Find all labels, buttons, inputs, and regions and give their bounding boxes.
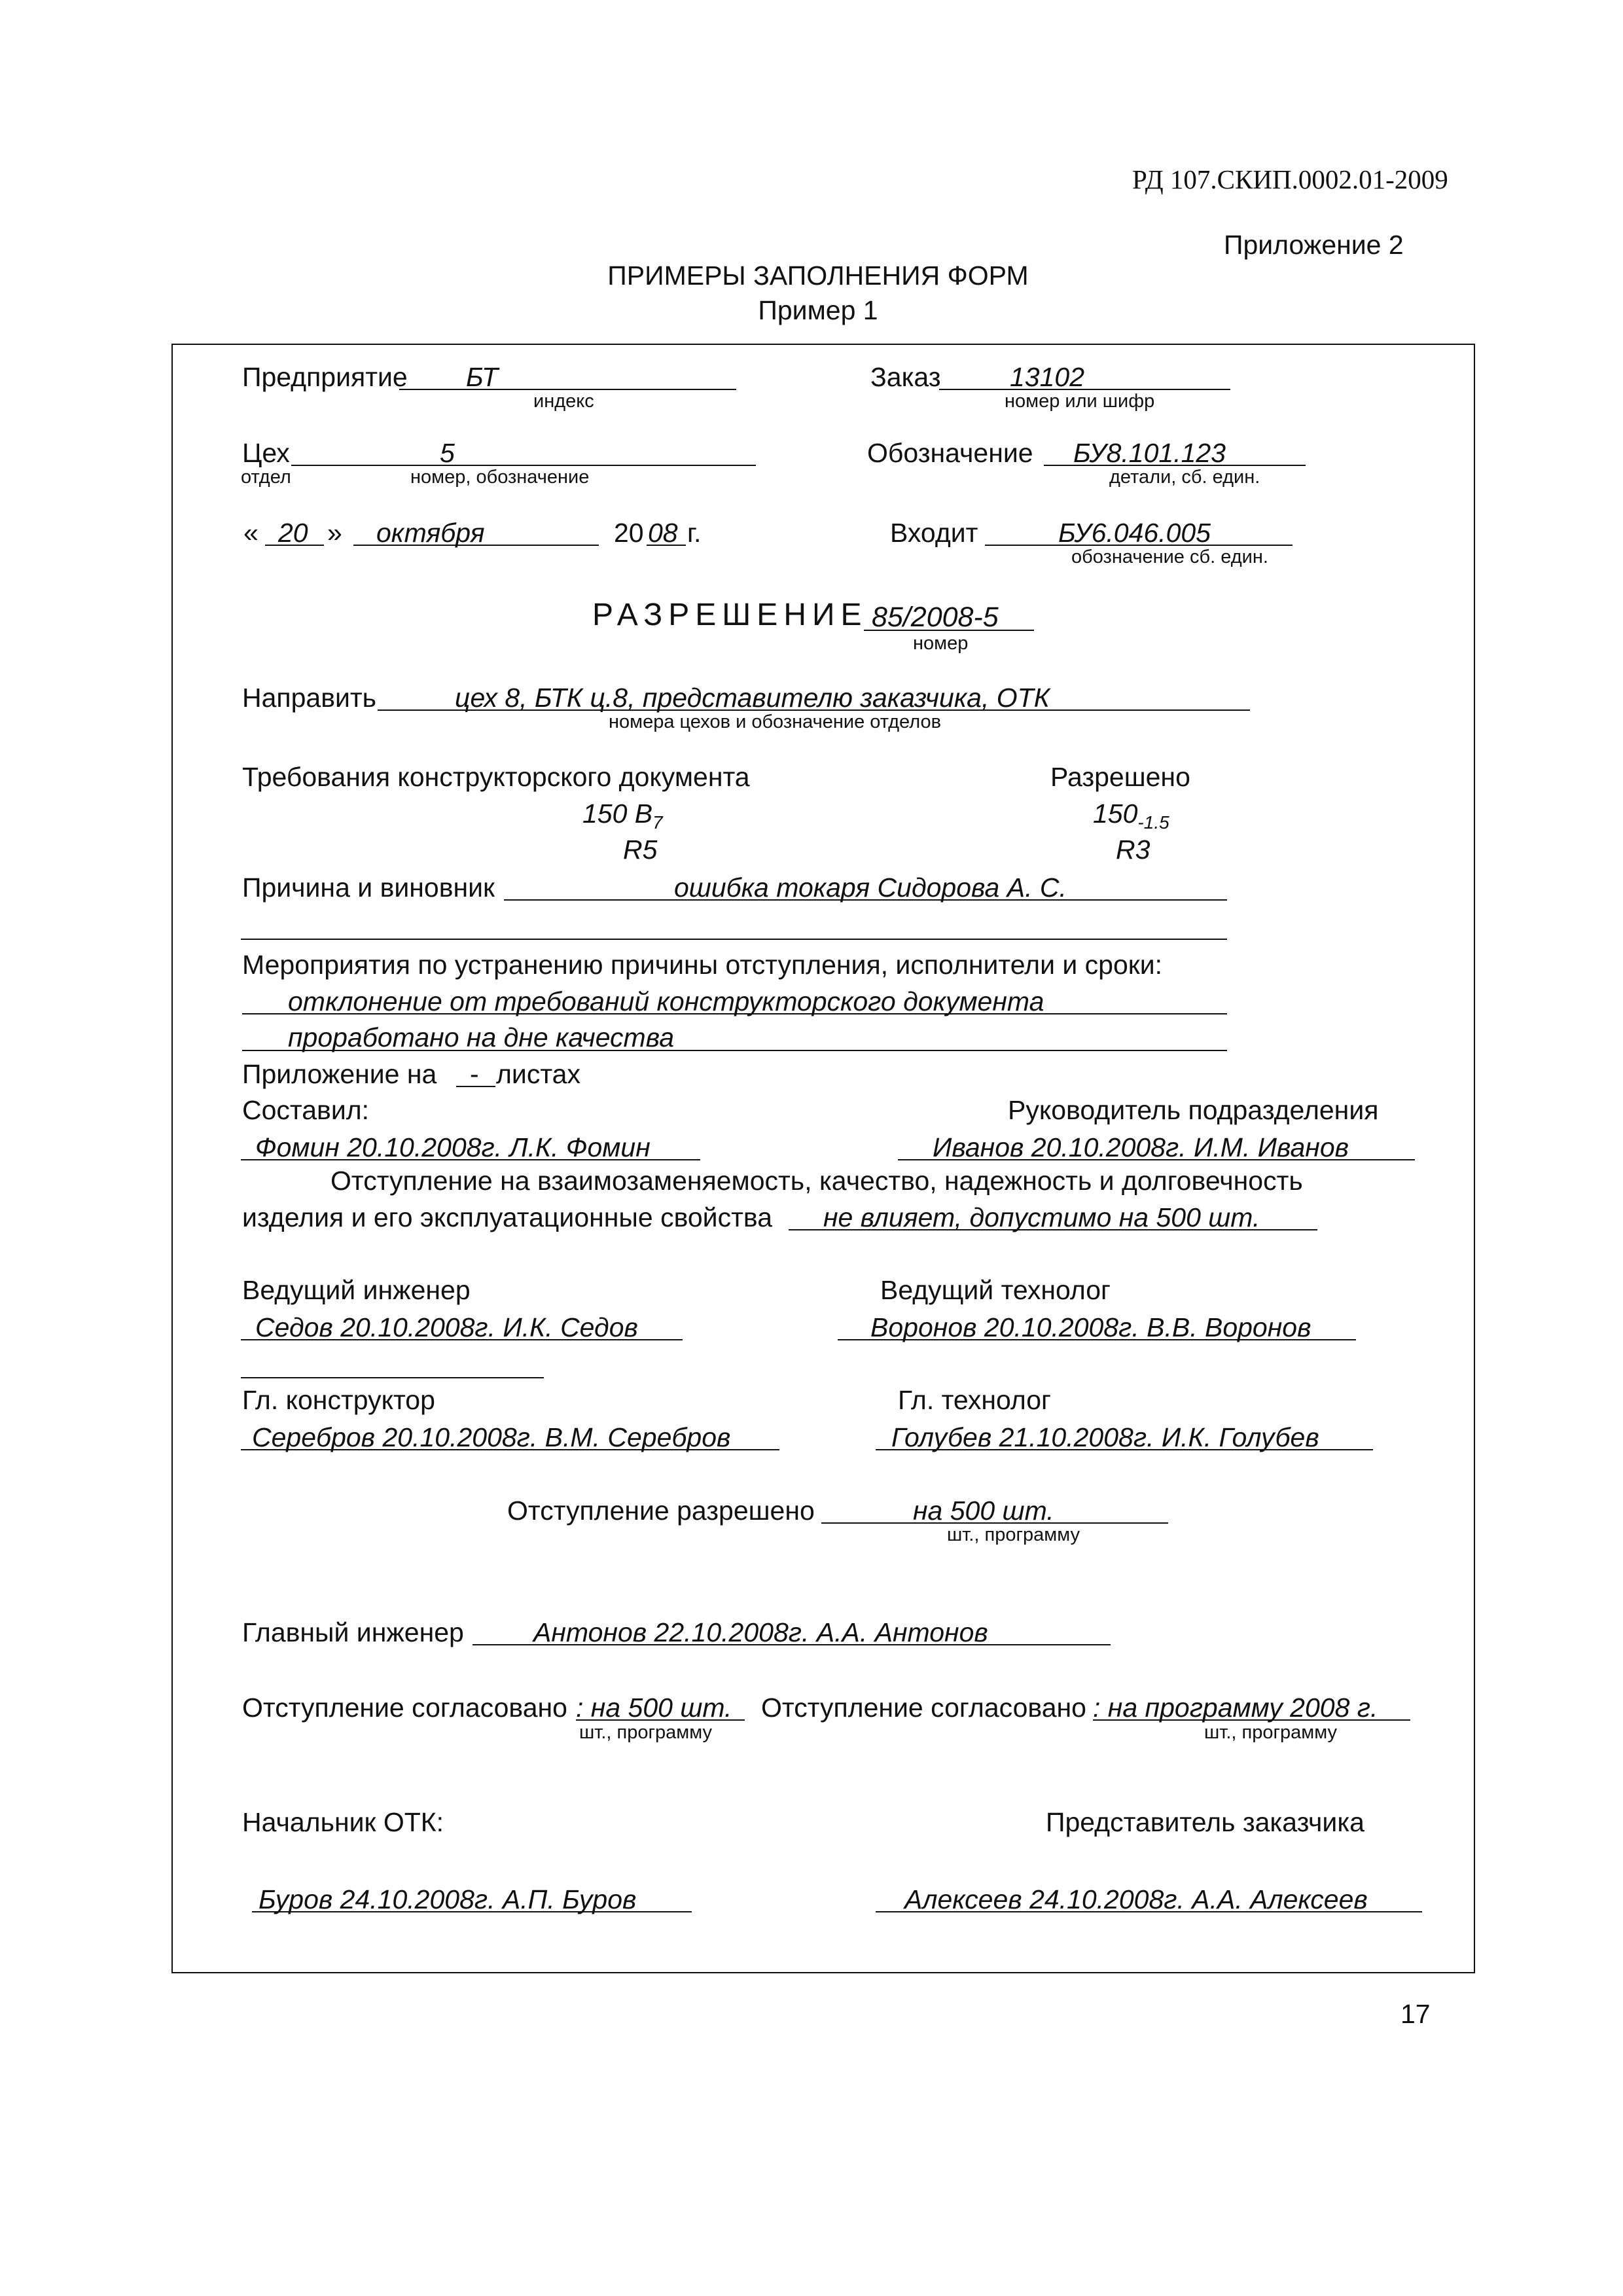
requirements-value-sub: 7 — [652, 812, 663, 833]
designation-label: Обозначение — [867, 438, 1033, 468]
shop-caption: номер, обозначение — [410, 467, 590, 488]
deviation-allowed-caption: шт., программу — [947, 1524, 1080, 1545]
attachment-value: - — [470, 1059, 479, 1089]
direct-caption: номера цехов и обозначение отделов — [609, 711, 941, 732]
cause-underline-2 — [241, 939, 1227, 940]
chief-technologist-value: Голубев 21.10.2008г. И.К. Голубев — [891, 1422, 1319, 1452]
allowed-value — [1093, 798, 1169, 838]
shop-value: 5 — [440, 438, 455, 468]
requirements-label: Требования конструкторского документа — [242, 762, 750, 792]
agreed-2-value: : на программу 2008 г. — [1093, 1693, 1378, 1723]
order-label: Заказ — [870, 362, 941, 392]
attachment-suffix: листах — [496, 1059, 580, 1089]
lead-technologist-value: Воронов 20.10.2008г. В.В. Воронов — [870, 1312, 1311, 1342]
allowed-value-sub: -1.5 — [1137, 812, 1169, 833]
otk-head-label: Начальник ОТК: — [242, 1807, 444, 1837]
enterprise-value: БТ — [466, 362, 498, 392]
enterprise-label: Предприятие — [242, 362, 408, 392]
order-value: 13102 — [1010, 362, 1085, 392]
date-year-suffix: 08 — [648, 518, 678, 548]
direct-value: цех 8, БТК ц.8, представителю заказчика, ОТК — [455, 683, 1050, 713]
chief-technologist-label: Гл. технолог — [898, 1385, 1052, 1415]
customer-rep-value: Алексеев 24.10.2008г. А.А. Алексеев — [904, 1884, 1368, 1914]
compiled-value: Фомин 20.10.2008г. Л.К. Фомин — [255, 1132, 651, 1162]
lead-engineer-label: Ведущий инженер — [242, 1275, 471, 1305]
customer-rep-label: Представитель заказчика — [1046, 1807, 1364, 1837]
date-month: октября — [376, 518, 485, 548]
date-year-unit: г. — [687, 518, 702, 548]
requirements-value2: R5 — [623, 834, 658, 865]
agreed-2-label: Отступление согласовано — [761, 1693, 1086, 1723]
lead-engineer-value: Седов 20.10.2008г. И.К. Седов — [255, 1312, 638, 1342]
measures-line-2: проработано на дне качества — [288, 1022, 674, 1052]
date-day: 20 — [278, 518, 308, 548]
shop-caption-left: отдел — [241, 467, 291, 488]
chief-engineer-value: Антонов 22.10.2008г. А.А. Антонов — [533, 1617, 988, 1647]
agreed-1-label: Отступление согласовано — [242, 1693, 567, 1723]
deviation-line-2-value: не влияет, допустимо на 500 шт. — [823, 1202, 1260, 1232]
allowed-value-main: 150 — [1093, 798, 1138, 829]
otk-head-value: Буров 24.10.2008г. А.П. Буров — [259, 1884, 637, 1914]
deviation-allowed-value: на 500 шт. — [913, 1496, 1054, 1526]
chief-designer-label: Гл. конструктор — [242, 1385, 435, 1415]
enterprise-caption: индекс — [533, 391, 594, 412]
date-close-quote: » — [327, 518, 342, 548]
shop-label: Цех — [242, 438, 290, 468]
allowed-value2: R3 — [1116, 834, 1150, 865]
direct-label: Направить — [242, 683, 377, 713]
chief-designer-value: Серебров 20.10.2008г. В.М. Серебров — [252, 1422, 731, 1452]
permit-title: РАЗРЕШЕНИЕ — [592, 598, 868, 632]
permit-number-caption: номер — [913, 633, 969, 654]
cause-label: Причина и виновник — [242, 872, 495, 903]
compiled-label: Составил: — [242, 1095, 370, 1125]
requirements-value — [582, 798, 663, 838]
date-open-quote: « — [243, 518, 259, 548]
requirements-value-main: 150 В — [582, 798, 653, 829]
agreed-1-value: : на 500 шт. — [576, 1693, 732, 1723]
deviation-allowed-label: Отступление разрешено — [507, 1496, 815, 1526]
allowed-label: Разрешено — [1050, 762, 1190, 792]
blank-signature-line — [241, 1377, 544, 1378]
head-label: Руководитель подразделения — [1008, 1095, 1379, 1125]
designation-value: БУ8.101.123 — [1073, 438, 1226, 468]
deviation-line-2-label: изделия и его эксплуатационные свойства — [242, 1202, 772, 1232]
attachment-label: Приложение на — [242, 1059, 437, 1089]
appendix-label: Приложение 2 — [1224, 230, 1404, 260]
permit-number: 85/2008-5 — [872, 601, 999, 633]
deviation-line-1: Отступление на взаимозаменяемость, качество, надежность и долговечность — [330, 1166, 1303, 1196]
chief-engineer-label: Главный инженер — [242, 1617, 464, 1647]
included-caption: обозначение сб. един. — [1071, 547, 1268, 567]
measures-label: Мероприятия по устранению причины отступления, исполнители и сроки: — [242, 950, 1163, 980]
head-value: Иванов 20.10.2008г. И.М. Иванов — [933, 1132, 1349, 1162]
included-label: Входит — [890, 518, 978, 548]
agreed-2-caption: шт., программу — [1204, 1722, 1337, 1743]
measures-line-1: отклонение от требований конструкторского документа — [288, 986, 1044, 1016]
document-code: РД 107.СКИП.0002.01-2009 — [1132, 164, 1448, 194]
agreed-1-caption: шт., программу — [579, 1722, 712, 1743]
example-label: Пример 1 — [758, 295, 878, 325]
page-title: ПРИМЕРЫ ЗАПОЛНЕНИЯ ФОРМ — [607, 260, 1029, 291]
date-year-prefix: 20 — [614, 518, 644, 548]
cause-value: ошибка токаря Сидорова А. С. — [674, 872, 1067, 903]
designation-caption: детали, сб. един. — [1109, 467, 1260, 488]
included-value: БУ6.046.005 — [1058, 518, 1211, 548]
page-number: 17 — [1400, 1999, 1431, 2029]
lead-technologist-label: Ведущий технолог — [880, 1275, 1111, 1305]
order-caption: номер или шифр — [1005, 391, 1155, 412]
